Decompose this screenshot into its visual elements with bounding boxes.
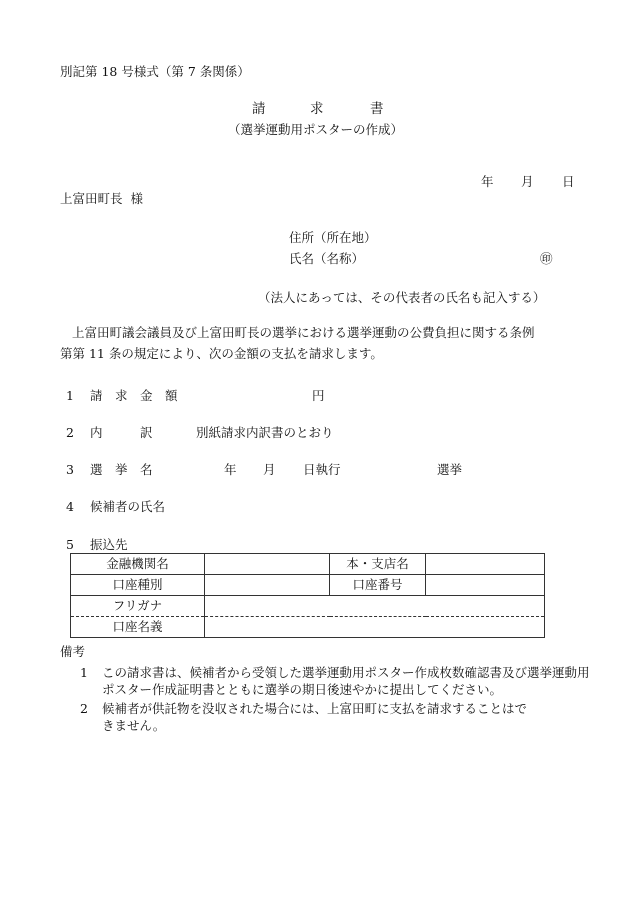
table-row xyxy=(71,596,545,617)
representative-note: （法人にあっては、その代表者の氏名も記入する） xyxy=(258,290,546,305)
title-char-3: 書 xyxy=(370,101,384,117)
name-label: 氏名（名称） xyxy=(289,251,365,266)
addressee: 上富田町長 様 xyxy=(60,191,143,206)
remark-1-text: この請求書は、候補者から受領した選挙運動用ポスター作成枚数確認書及び選挙運動用ポスター作成証明書とともに選挙の期日後速やかに提出してください。 xyxy=(102,665,590,697)
branch-label: 本・支店名 xyxy=(330,554,426,575)
table-row xyxy=(71,554,545,575)
branch-field[interactable] xyxy=(426,554,545,575)
table-row xyxy=(71,617,545,638)
remarks-section xyxy=(60,643,590,734)
bank-name-field[interactable] xyxy=(205,554,330,575)
remark-1-number: 1 xyxy=(80,665,88,680)
item-3-month: 月 xyxy=(263,462,276,477)
bank-name-label: 金融機関名 xyxy=(71,554,205,575)
form-reference: 別記第 18 号様式（第 7 条関係） xyxy=(60,64,250,79)
seal-mark: ㊞ xyxy=(540,251,553,266)
date-month: 月 xyxy=(521,174,534,189)
item-2-label: 内 訳 xyxy=(90,425,153,440)
item-3-day: 日執行 xyxy=(303,462,341,477)
item-1-label: 請 求 金 額 xyxy=(90,388,178,403)
title-subtitle: （選挙運動用ポスターの作成） xyxy=(228,122,404,137)
remarks-heading: 備考 xyxy=(60,644,86,659)
item-4-number: 4 xyxy=(66,499,74,514)
item-1-unit: 円 xyxy=(312,388,325,403)
item-3-suffix: 選挙 xyxy=(437,462,463,477)
title-char-2: 求 xyxy=(310,101,324,117)
item-3-label: 選 挙 名 xyxy=(90,462,153,477)
item-3-number: 3 xyxy=(66,462,74,477)
item-2-value: 別紙請求内訳書のとおり xyxy=(196,425,334,440)
list-item xyxy=(60,664,590,698)
address-label: 住所（所在地） xyxy=(289,230,377,245)
account-type-label: 口座種別 xyxy=(71,575,205,596)
remark-2-number: 2 xyxy=(80,701,88,716)
furigana-label: フリガナ xyxy=(71,596,205,617)
item-5-number: 5 xyxy=(66,537,74,552)
body-text-line-2: 第第 11 条の規定により、次の金額の支払を請求します。 xyxy=(60,346,383,361)
account-type-field[interactable] xyxy=(205,575,330,596)
account-number-label: 口座番号 xyxy=(330,575,426,596)
title-char-1: 請 xyxy=(252,101,266,117)
date-day: 日 xyxy=(562,174,575,189)
date-year: 年 xyxy=(481,174,494,189)
furigana-field[interactable] xyxy=(205,596,545,617)
item-3-year: 年 xyxy=(224,462,237,477)
item-1-number: 1 xyxy=(66,388,74,403)
bank-transfer-table xyxy=(70,553,545,638)
list-item xyxy=(60,700,590,734)
remark-2-text: 候補者が供託物を没収された場合には、上富田町に支払を請求することはできません。 xyxy=(102,701,528,733)
body-text-line-1: 上富田町議会議員及び上富田町長の選挙における選挙運動の公費負担に関する条例 xyxy=(72,325,535,340)
item-5-label: 振込先 xyxy=(90,537,128,552)
item-2-number: 2 xyxy=(66,425,74,440)
account-holder-field[interactable] xyxy=(205,617,545,638)
account-number-field[interactable] xyxy=(426,575,545,596)
table-row xyxy=(71,575,545,596)
account-holder-label: 口座名義 xyxy=(71,617,205,638)
item-4-label: 候補者の氏名 xyxy=(90,499,166,514)
